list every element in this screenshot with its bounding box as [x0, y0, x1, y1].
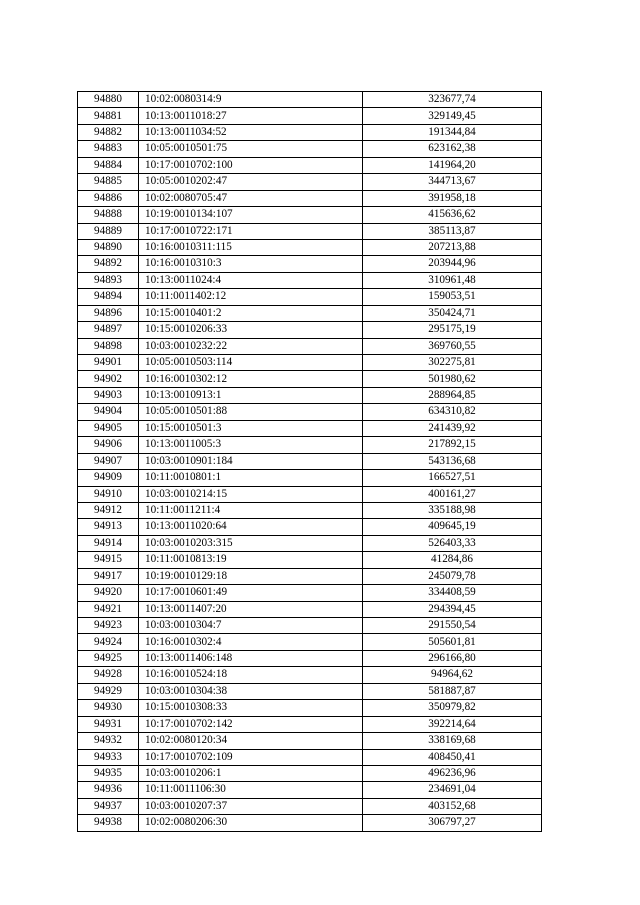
row-number-cell: 94898: [78, 338, 139, 354]
cadastral-number-cell: 10:15:0010501:3: [139, 420, 363, 436]
row-number-cell: 94924: [78, 634, 139, 650]
row-number-cell: 94901: [78, 355, 139, 371]
row-number-cell: 94894: [78, 289, 139, 305]
table-row: [78, 453, 542, 469]
cadastral-number-cell: 10:03:0010203:315: [139, 535, 363, 551]
table-row: [78, 223, 542, 239]
row-number-cell: 94910: [78, 486, 139, 502]
value-cell: 344713,67: [363, 174, 542, 190]
table-row: [78, 618, 542, 634]
table-row: [78, 322, 542, 338]
table-row: [78, 535, 542, 551]
value-cell: 415636,62: [363, 207, 542, 223]
row-number-cell: 94880: [78, 92, 139, 108]
row-number-cell: 94930: [78, 700, 139, 716]
row-number-cell: 94909: [78, 470, 139, 486]
row-number-cell: 94912: [78, 502, 139, 518]
table-row: [78, 470, 542, 486]
table-row: [78, 239, 542, 255]
table-row: [78, 289, 542, 305]
cadastral-number-cell: 10:13:0011024:4: [139, 272, 363, 288]
cadastral-number-cell: 10:05:0010501:75: [139, 141, 363, 157]
value-cell: 217892,15: [363, 437, 542, 453]
row-number-cell: 94897: [78, 322, 139, 338]
value-cell: 623162,38: [363, 141, 542, 157]
value-cell: 403152,68: [363, 798, 542, 814]
row-number-cell: 94915: [78, 552, 139, 568]
value-cell: 234691,04: [363, 782, 542, 798]
table-row: [78, 108, 542, 124]
cadastral-number-cell: 10:05:0010501:88: [139, 404, 363, 420]
table-row: [78, 355, 542, 371]
value-cell: 526403,33: [363, 535, 542, 551]
cadastral-number-cell: 10:11:0010813:19: [139, 552, 363, 568]
table-row: [78, 371, 542, 387]
row-number-cell: 94906: [78, 437, 139, 453]
cadastral-number-cell: 10:11:0011211:4: [139, 502, 363, 518]
row-number-cell: 94913: [78, 519, 139, 535]
table-row: [78, 585, 542, 601]
row-number-cell: 94881: [78, 108, 139, 124]
table-row: [78, 338, 542, 354]
value-cell: 334408,59: [363, 585, 542, 601]
table-row: [78, 486, 542, 502]
table-row: [78, 683, 542, 699]
table-row: [78, 256, 542, 272]
row-number-cell: 94931: [78, 716, 139, 732]
cadastral-number-cell: 10:02:0080705:47: [139, 190, 363, 206]
cadastral-number-cell: 10:11:0010801:1: [139, 470, 363, 486]
table-row: [78, 765, 542, 781]
row-number-cell: 94928: [78, 667, 139, 683]
row-number-cell: 94914: [78, 535, 139, 551]
value-cell: 496236,96: [363, 765, 542, 781]
value-cell: 288964,85: [363, 387, 542, 403]
table-row: [78, 92, 542, 108]
value-cell: 329149,45: [363, 108, 542, 124]
cadastral-number-cell: 10:15:0010308:33: [139, 700, 363, 716]
cadastral-number-cell: 10:19:0010129:18: [139, 568, 363, 584]
table-row: [78, 420, 542, 436]
row-number-cell: 94917: [78, 568, 139, 584]
table-row: [78, 502, 542, 518]
cadastral-number-cell: 10:17:0010702:142: [139, 716, 363, 732]
row-number-cell: 94892: [78, 256, 139, 272]
cadastral-number-cell: 10:03:0010304:38: [139, 683, 363, 699]
value-cell: 369760,55: [363, 338, 542, 354]
cadastral-number-cell: 10:16:0010524:18: [139, 667, 363, 683]
row-number-cell: 94933: [78, 749, 139, 765]
row-number-cell: 94905: [78, 420, 139, 436]
table-row: [78, 157, 542, 173]
cadastral-number-cell: 10:19:0010134:107: [139, 207, 363, 223]
cadastral-number-cell: 10:03:0010901:184: [139, 453, 363, 469]
value-cell: 385113,87: [363, 223, 542, 239]
cadastral-number-cell: 10:15:0010401:2: [139, 305, 363, 321]
row-number-cell: 94932: [78, 733, 139, 749]
row-number-cell: 94937: [78, 798, 139, 814]
table-row: [78, 305, 542, 321]
table-row: [78, 404, 542, 420]
row-number-cell: 94902: [78, 371, 139, 387]
value-cell: 581887,87: [363, 683, 542, 699]
value-cell: 409645,19: [363, 519, 542, 535]
cadastral-number-cell: 10:13:0011005:3: [139, 437, 363, 453]
value-cell: 392214,64: [363, 716, 542, 732]
table-row: [78, 667, 542, 683]
row-number-cell: 94896: [78, 305, 139, 321]
value-cell: 310961,48: [363, 272, 542, 288]
table-row: [78, 815, 542, 831]
value-cell: 241439,92: [363, 420, 542, 436]
value-cell: 408450,41: [363, 749, 542, 765]
table-row: [78, 716, 542, 732]
row-number-cell: 94882: [78, 124, 139, 140]
cadastral-number-cell: 10:02:0080206:30: [139, 815, 363, 831]
value-cell: 166527,51: [363, 470, 542, 486]
cadastral-number-cell: 10:03:0010232:22: [139, 338, 363, 354]
row-number-cell: 94936: [78, 782, 139, 798]
value-cell: 501980,62: [363, 371, 542, 387]
value-cell: 505601,81: [363, 634, 542, 650]
cadastral-number-cell: 10:13:0011034:52: [139, 124, 363, 140]
table-row: [78, 798, 542, 814]
value-cell: 94964,62: [363, 667, 542, 683]
table-row: [78, 749, 542, 765]
value-cell: 323677,74: [363, 92, 542, 108]
row-number-cell: 94921: [78, 601, 139, 617]
row-number-cell: 94935: [78, 765, 139, 781]
table-row: [78, 207, 542, 223]
cadastral-number-cell: 10:17:0010702:109: [139, 749, 363, 765]
value-cell: 245079,78: [363, 568, 542, 584]
cadastral-number-cell: 10:15:0010206:33: [139, 322, 363, 338]
value-cell: 141964,20: [363, 157, 542, 173]
value-cell: 391958,18: [363, 190, 542, 206]
row-number-cell: 94907: [78, 453, 139, 469]
table-row: [78, 650, 542, 666]
row-number-cell: 94884: [78, 157, 139, 173]
row-number-cell: 94903: [78, 387, 139, 403]
table-row: [78, 190, 542, 206]
row-number-cell: 94923: [78, 618, 139, 634]
row-number-cell: 94885: [78, 174, 139, 190]
table-row: [78, 437, 542, 453]
row-number-cell: 94886: [78, 190, 139, 206]
value-cell: 634310,82: [363, 404, 542, 420]
cadastral-number-cell: 10:13:0011018:27: [139, 108, 363, 124]
cadastral-number-cell: 10:05:0010202:47: [139, 174, 363, 190]
value-cell: 296166,80: [363, 650, 542, 666]
row-number-cell: 94893: [78, 272, 139, 288]
cadastral-number-cell: 10:02:0080120:34: [139, 733, 363, 749]
value-cell: 159053,51: [363, 289, 542, 305]
value-cell: 350424,71: [363, 305, 542, 321]
value-cell: 543136,68: [363, 453, 542, 469]
cadastral-value-table: [77, 91, 542, 832]
value-cell: 400161,27: [363, 486, 542, 502]
row-number-cell: 94883: [78, 141, 139, 157]
cadastral-number-cell: 10:11:0011106:30: [139, 782, 363, 798]
value-cell: 306797,27: [363, 815, 542, 831]
table-row: [78, 782, 542, 798]
value-cell: 203944,96: [363, 256, 542, 272]
cadastral-number-cell: 10:16:0010310:3: [139, 256, 363, 272]
cadastral-number-cell: 10:03:0010206:1: [139, 765, 363, 781]
cadastral-number-cell: 10:03:0010214:15: [139, 486, 363, 502]
table-row: [78, 552, 542, 568]
table-row: [78, 601, 542, 617]
value-cell: 207213,88: [363, 239, 542, 255]
cadastral-number-cell: 10:16:0010302:12: [139, 371, 363, 387]
table-body: [78, 92, 542, 832]
cadastral-number-cell: 10:16:0010302:4: [139, 634, 363, 650]
cadastral-number-cell: 10:03:0010304:7: [139, 618, 363, 634]
cadastral-number-cell: 10:13:0011020:64: [139, 519, 363, 535]
cadastral-number-cell: 10:02:0080314:9: [139, 92, 363, 108]
cadastral-number-cell: 10:16:0010311:115: [139, 239, 363, 255]
cadastral-number-cell: 10:17:0010702:100: [139, 157, 363, 173]
value-cell: 291550,54: [363, 618, 542, 634]
value-cell: 295175,19: [363, 322, 542, 338]
row-number-cell: 94904: [78, 404, 139, 420]
value-cell: 294394,45: [363, 601, 542, 617]
value-cell: 350979,82: [363, 700, 542, 716]
table-row: [78, 519, 542, 535]
cadastral-number-cell: 10:13:0010913:1: [139, 387, 363, 403]
cadastral-number-cell: 10:13:0011406:148: [139, 650, 363, 666]
cadastral-number-cell: 10:13:0011407:20: [139, 601, 363, 617]
table-row: [78, 124, 542, 140]
cadastral-number-cell: 10:05:0010503:114: [139, 355, 363, 371]
table-row: [78, 700, 542, 716]
table-row: [78, 733, 542, 749]
row-number-cell: 94890: [78, 239, 139, 255]
cadastral-number-cell: 10:03:0010207:37: [139, 798, 363, 814]
value-cell: 335188,98: [363, 502, 542, 518]
row-number-cell: 94888: [78, 207, 139, 223]
table-row: [78, 174, 542, 190]
row-number-cell: 94889: [78, 223, 139, 239]
cadastral-number-cell: 10:11:0011402:12: [139, 289, 363, 305]
row-number-cell: 94929: [78, 683, 139, 699]
cadastral-number-cell: 10:17:0010722:171: [139, 223, 363, 239]
value-cell: 41284,86: [363, 552, 542, 568]
row-number-cell: 94920: [78, 585, 139, 601]
row-number-cell: 94925: [78, 650, 139, 666]
table-row: [78, 387, 542, 403]
table-row: [78, 272, 542, 288]
table-row: [78, 141, 542, 157]
table-row: [78, 634, 542, 650]
table-row: [78, 568, 542, 584]
cadastral-number-cell: 10:17:0010601:49: [139, 585, 363, 601]
value-cell: 338169,68: [363, 733, 542, 749]
row-number-cell: 94938: [78, 815, 139, 831]
value-cell: 302275,81: [363, 355, 542, 371]
value-cell: 191344,84: [363, 124, 542, 140]
